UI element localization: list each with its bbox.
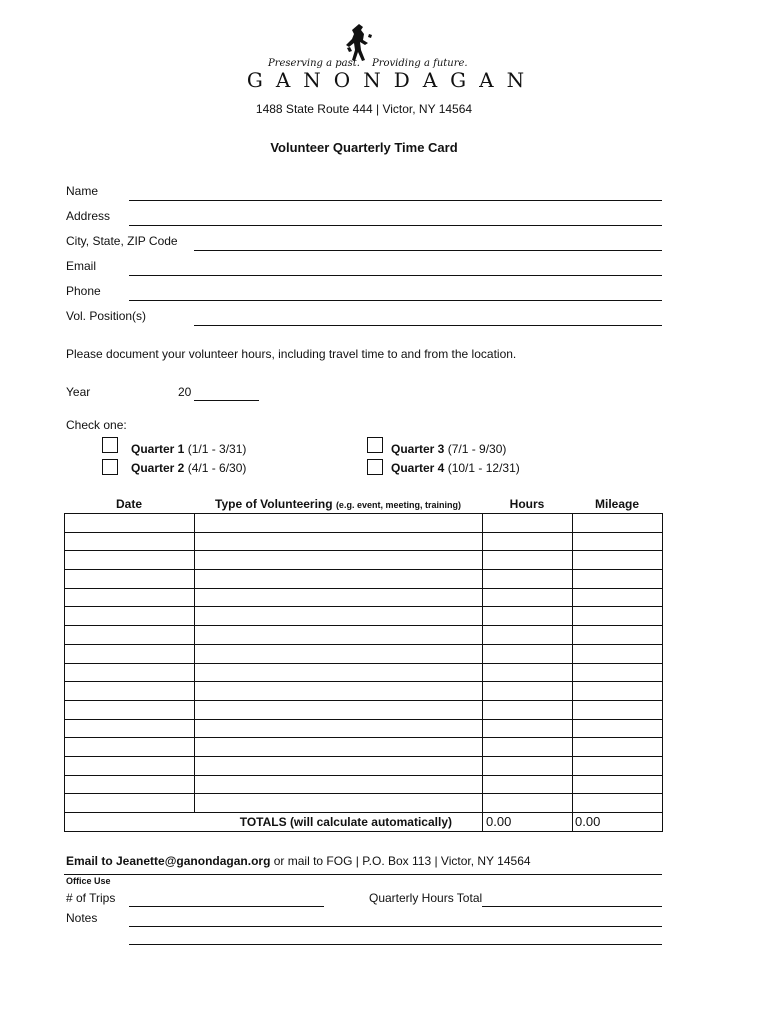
- date-cell[interactable]: [65, 551, 195, 570]
- mileage-cell[interactable]: [573, 551, 663, 570]
- quarterly-hours-field[interactable]: [482, 906, 662, 907]
- mileage-column-header: Mileage: [594, 497, 639, 511]
- mileage-cell[interactable]: [573, 663, 663, 682]
- type-cell[interactable]: [195, 514, 483, 533]
- quarterly-hours-label: Quarterly Hours Total: [369, 891, 483, 905]
- check-one-label: Check one:: [66, 418, 127, 432]
- mileage-cell[interactable]: [573, 532, 663, 551]
- office-use-label: Office Use: [66, 876, 111, 886]
- quarter-2-checkbox[interactable]: [102, 459, 118, 475]
- trips-label: # of Trips: [66, 891, 116, 905]
- type-cell[interactable]: [195, 738, 483, 757]
- mileage-cell[interactable]: [573, 607, 663, 626]
- office-use-divider: [64, 874, 662, 875]
- table-row: [65, 682, 663, 701]
- hours-cell[interactable]: [483, 644, 573, 663]
- table-row: [65, 644, 663, 663]
- date-column-header: Date: [115, 497, 142, 511]
- type-cell[interactable]: [195, 682, 483, 701]
- table-row: [65, 532, 663, 551]
- positions-label: Vol. Position(s): [66, 309, 147, 323]
- date-cell[interactable]: [65, 794, 195, 813]
- date-cell[interactable]: [65, 607, 195, 626]
- mileage-cell[interactable]: [573, 682, 663, 701]
- table-row: [65, 775, 663, 794]
- table-row: [65, 551, 663, 570]
- phone-field[interactable]: [129, 300, 662, 301]
- footer-contact: Email to Jeanette@ganondagan.org or mail to FOG | P.O. Box 113 | Victor, NY 14564: [66, 854, 531, 868]
- totals-label: TOTALS (will calculate automatically): [195, 813, 483, 832]
- hours-cell[interactable]: [483, 551, 573, 570]
- email-label: Email: [66, 259, 97, 273]
- quarter-2-label: Quarter 2 (4/1 - 6/30): [131, 461, 247, 475]
- table-row: [65, 626, 663, 645]
- year-field[interactable]: [194, 400, 259, 401]
- log-table-body: [65, 514, 663, 813]
- totals-spacer: [65, 813, 195, 832]
- mileage-cell[interactable]: [573, 626, 663, 645]
- date-cell[interactable]: [65, 775, 195, 794]
- quarter-1-label: Quarter 1 (1/1 - 3/31): [131, 442, 247, 456]
- type-cell[interactable]: [195, 663, 483, 682]
- hours-cell[interactable]: [483, 570, 573, 589]
- trips-field[interactable]: [129, 906, 324, 907]
- notes-label: Notes: [66, 911, 98, 925]
- type-cell[interactable]: [195, 700, 483, 719]
- date-cell[interactable]: [65, 514, 195, 533]
- notes-field-line-2[interactable]: [129, 944, 662, 945]
- date-cell[interactable]: [65, 644, 195, 663]
- tagline-right: Providing a future.: [372, 58, 468, 69]
- quarter-3-label: Quarter 3 (7/1 - 9/30): [391, 442, 507, 456]
- hours-cell[interactable]: [483, 700, 573, 719]
- date-cell[interactable]: [65, 588, 195, 607]
- mileage-cell[interactable]: [573, 644, 663, 663]
- hours-cell[interactable]: [483, 532, 573, 551]
- hours-cell[interactable]: [483, 607, 573, 626]
- city-state-zip-label: City, State, ZIP Code: [66, 234, 178, 248]
- date-cell[interactable]: [65, 738, 195, 757]
- mileage-cell[interactable]: [573, 756, 663, 775]
- hours-cell[interactable]: [483, 775, 573, 794]
- table-row: [65, 738, 663, 757]
- quarter-3-checkbox[interactable]: [367, 437, 383, 453]
- type-cell[interactable]: [195, 551, 483, 570]
- type-cell[interactable]: [195, 644, 483, 663]
- table-row: [65, 756, 663, 775]
- totals-hours: 0.00: [483, 813, 573, 832]
- type-cell[interactable]: [195, 570, 483, 589]
- date-cell[interactable]: [65, 682, 195, 701]
- table-row: [65, 663, 663, 682]
- hours-cell[interactable]: [483, 663, 573, 682]
- date-cell[interactable]: [65, 700, 195, 719]
- table-row: [65, 719, 663, 738]
- type-cell[interactable]: [195, 719, 483, 738]
- hours-cell[interactable]: [483, 588, 573, 607]
- date-cell[interactable]: [65, 570, 195, 589]
- address-field[interactable]: [129, 225, 662, 226]
- phone-label: Phone: [66, 284, 101, 298]
- volunteer-log-table: [64, 513, 663, 832]
- city-state-zip-field[interactable]: [194, 250, 662, 251]
- type-column-header: Type of Volunteering (e.g. event, meeting, training): [215, 497, 461, 511]
- mileage-cell[interactable]: [573, 719, 663, 738]
- hours-column-header: Hours: [509, 497, 545, 511]
- mileage-cell[interactable]: [573, 588, 663, 607]
- org-name: GANONDAGAN: [246, 68, 538, 92]
- mileage-cell[interactable]: [573, 514, 663, 533]
- date-cell[interactable]: [65, 756, 195, 775]
- hours-cell[interactable]: [483, 719, 573, 738]
- type-cell[interactable]: [195, 607, 483, 626]
- totals-row: [65, 813, 663, 832]
- type-cell[interactable]: [195, 794, 483, 813]
- type-cell[interactable]: [195, 626, 483, 645]
- year-prefix: 20: [178, 385, 192, 399]
- tagline-left: Preserving a past.: [268, 58, 360, 69]
- mileage-cell[interactable]: [573, 738, 663, 757]
- notes-field-line-1[interactable]: [129, 926, 662, 927]
- table-row: [65, 588, 663, 607]
- date-cell[interactable]: [65, 626, 195, 645]
- date-cell[interactable]: [65, 532, 195, 551]
- table-row: [65, 514, 663, 533]
- name-label: Name: [66, 184, 99, 198]
- mileage-cell[interactable]: [573, 570, 663, 589]
- date-cell[interactable]: [65, 663, 195, 682]
- table-row: [65, 607, 663, 626]
- hours-cell[interactable]: [483, 756, 573, 775]
- mileage-cell[interactable]: [573, 794, 663, 813]
- date-cell[interactable]: [65, 719, 195, 738]
- hours-cell[interactable]: [483, 738, 573, 757]
- table-row: [65, 570, 663, 589]
- quarter-4-label: Quarter 4 (10/1 - 12/31): [391, 461, 520, 475]
- address-label: Address: [66, 209, 111, 223]
- table-row: [65, 794, 663, 813]
- quarter-4-checkbox[interactable]: [367, 459, 383, 475]
- mileage-cell[interactable]: [573, 700, 663, 719]
- type-cell[interactable]: [195, 532, 483, 551]
- table-row: [65, 700, 663, 719]
- year-label: Year: [66, 385, 91, 399]
- type-cell[interactable]: [195, 775, 483, 794]
- name-field[interactable]: [129, 200, 662, 201]
- type-cell[interactable]: [195, 756, 483, 775]
- totals-mileage: 0.00: [573, 813, 663, 832]
- instructions-text: Please document your volunteer hours, including travel time to and from the location.: [66, 347, 517, 361]
- form-title: Volunteer Quarterly Time Card: [270, 140, 458, 155]
- quarter-1-checkbox[interactable]: [102, 437, 118, 453]
- hours-cell[interactable]: [483, 626, 573, 645]
- mileage-cell[interactable]: [573, 775, 663, 794]
- type-cell[interactable]: [195, 588, 483, 607]
- hours-cell[interactable]: [483, 794, 573, 813]
- org-address: 1488 State Route 444 | Victor, NY 14564: [255, 102, 473, 116]
- hours-cell[interactable]: [483, 682, 573, 701]
- hours-cell[interactable]: [483, 514, 573, 533]
- positions-field[interactable]: [194, 325, 662, 326]
- email-field[interactable]: [129, 275, 662, 276]
